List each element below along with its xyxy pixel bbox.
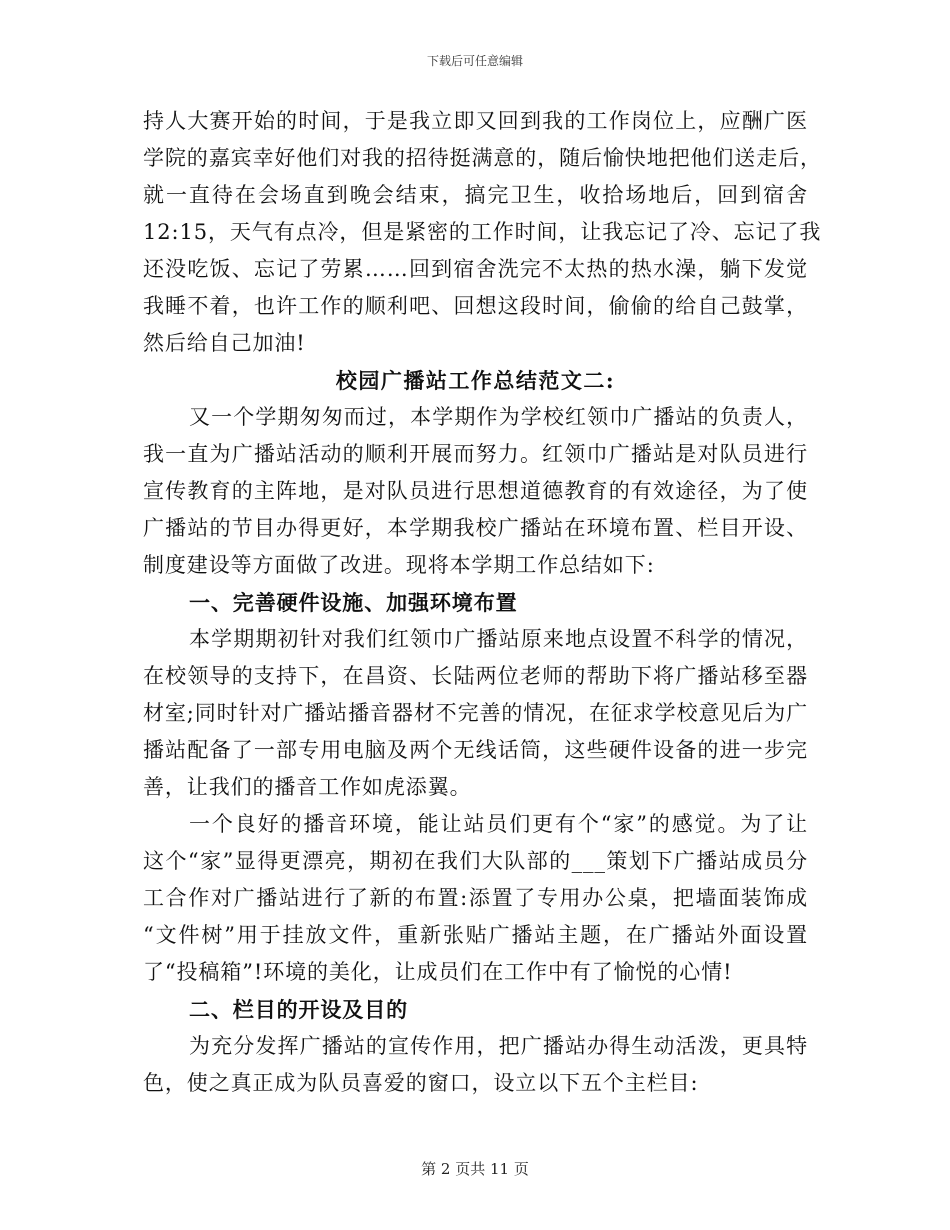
page-header: 下载后可任意编辑 [426, 54, 523, 68]
body-line: 播站配备了一部专用电脑及两个无线话筒，这些硬件设备的进一步完 [143, 738, 808, 762]
body-line: 还没吃饭、忘记了劳累……回到宿舍洗完不太热的热水澡，躺下发觉 [143, 257, 808, 281]
body-line: 我一直为广播站活动的顺利开展而努力。红领巾广播站是对队员进行 [143, 442, 808, 466]
paragraph-first-line: 一个良好的播音环境，能让站员们更有个“家”的感觉。为了让 [189, 812, 808, 836]
body-line: 材室;同时针对广播站播音器材不完善的情况，在征求学校意见后为广 [143, 701, 808, 725]
body-line: 学院的嘉宾幸好他们对我的招待挺满意的，随后愉快地把他们送走后， [143, 146, 822, 170]
page-footer: 第 2 页共 11 页 [421, 1160, 529, 1178]
body-line: 广播站的节目办得更好，本学期我校广播站在环境布置、栏目开设、 [143, 516, 808, 540]
body-line: 就一直待在会场直到晚会结束，搞完卫生，收拾场地后，回到宿舍 [143, 183, 808, 207]
subheading: 二、栏目的开设及目的 [189, 997, 408, 1022]
body-line: 在校领导的支持下，在昌资、长陆两位老师的帮助下将广播站移至器 [143, 664, 808, 688]
body-line: 了“投稿箱”!环境的美化，让成员们在工作中有了愉悦的心情! [143, 960, 733, 984]
body-line: 宣传教育的主阵地，是对队员进行思想道德教育的有效途径，为了使 [143, 479, 808, 503]
body-line: 持人大赛开始的时间，于是我立即又回到我的工作岗位上，应酬广医 [143, 109, 808, 133]
section-title: 校园广播站工作总结范文二: [335, 368, 616, 393]
body-line: 工合作对广播站进行了新的布置:添置了专用办公桌，把墙面装饰成 [143, 886, 808, 910]
body-line: 我睡不着，也许工作的顺利吧、回想这段时间，偷偷的给自己鼓掌， [143, 294, 808, 318]
body-line: 12:15，天气有点冷，但是紧密的工作时间，让我忘记了冷、忘记了我 [143, 220, 822, 244]
paragraph-first-line: 为充分发挥广播站的宣传作用，把广播站办得生动活泼，更具特 [189, 1034, 808, 1058]
body-line: 然后给自己加油! [143, 331, 306, 355]
body-line: 色，使之真正成为队员喜爱的窗口，设立以下五个主栏目: [143, 1071, 699, 1095]
paragraph-first-line: 本学期期初针对我们红领巾广播站原来地点设置不科学的情况， [189, 627, 808, 651]
body-line: “文件树”用于挂放文件，重新张贴广播站主题，在广播站外面设置 [143, 923, 808, 947]
body-line: 这个“家”显得更漂亮，期初在我们大队部的___策划下广播站成员分 [143, 849, 808, 873]
subheading: 一、完善硬件设施、加强环境布置 [189, 590, 518, 615]
paragraph-first-line: 又一个学期匆匆而过，本学期作为学校红领巾广播站的负责人， [189, 405, 808, 429]
body-line: 善，让我们的播音工作如虎添翼。 [143, 775, 472, 799]
body-line: 制度建设等方面做了改进。现将本学期工作总结如下: [143, 553, 655, 577]
document-body [143, 103, 822, 1102]
